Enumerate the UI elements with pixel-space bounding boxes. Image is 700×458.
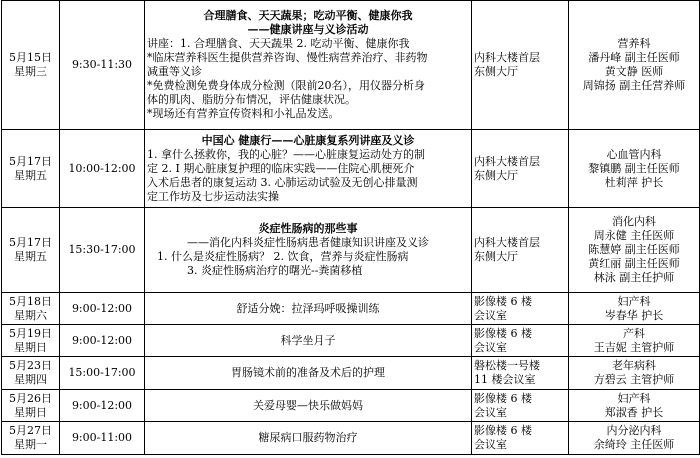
topic-title: 炎症性肠病的那些事	[258, 222, 358, 235]
date-cell	[2, 325, 60, 357]
date: 5月15日	[9, 51, 52, 64]
location-line: 影像楼 6 楼	[474, 326, 532, 340]
location-line: 会议室	[474, 340, 507, 354]
department: 妇产科	[617, 294, 651, 308]
topic-line: *免费检测免费身体成分检测（限前20名），用仪器分析身	[147, 79, 425, 92]
staff-member: 黎镇鹏 副主任医师	[588, 161, 680, 175]
location-line: 会议室	[474, 405, 507, 419]
weekday: 星期日	[14, 405, 47, 419]
date: 5月27日	[9, 424, 52, 437]
location-cell	[472, 293, 569, 325]
table-row	[2, 325, 700, 357]
staff-member: 方碧云 主管护师	[593, 373, 675, 386]
staff-member: 岑春华 护长	[604, 308, 664, 322]
date-cell	[2, 390, 60, 422]
staff-cell	[569, 130, 700, 208]
department: 心血管内科	[606, 147, 662, 161]
staff-cell	[569, 1, 700, 130]
location-cell	[472, 208, 569, 293]
staff-member: 林泳 副主任护师	[593, 271, 675, 284]
topic-cell	[145, 208, 472, 293]
date: 5月19日	[9, 326, 52, 340]
time-cell: 15:30-17:00	[60, 208, 145, 293]
staff-cell	[569, 293, 700, 325]
table-row	[2, 357, 700, 390]
topic-subtitle: ——健康讲座与义诊活动	[247, 23, 369, 36]
staff-member: 杜莉萍 护长	[604, 175, 664, 189]
staff-member: 周永健 主任医师	[593, 229, 675, 242]
table-row	[2, 1, 700, 130]
time-cell: 9:00-12:00	[60, 293, 145, 325]
department: 消化内科	[612, 215, 656, 228]
topic-cell: 胃肠镜术前的准备及术后的护理	[145, 357, 472, 390]
topic-cell: 关爱母婴—快乐做妈妈	[145, 390, 472, 422]
date-cell	[2, 130, 60, 208]
department: 营养科	[617, 37, 651, 50]
staff-member: 黄红丽 副主任医师	[588, 257, 680, 270]
date-cell	[2, 357, 60, 390]
weekday: 星期六	[14, 308, 47, 322]
location-line: 东侧大厅	[474, 250, 518, 263]
location-line: 磐松楼一号楼	[474, 359, 540, 372]
staff-cell	[569, 325, 700, 357]
table-row	[2, 208, 700, 293]
staff-member: 潘丹峰 副主任医师	[588, 51, 680, 64]
staff-member: 黄文静 医师	[604, 65, 664, 78]
location-line: 会议室	[474, 308, 507, 322]
location-line: 会议室	[474, 438, 507, 451]
location-line: 内科大楼首层	[474, 51, 540, 64]
location-cell	[472, 357, 569, 390]
location-cell	[472, 1, 569, 130]
date-cell	[2, 422, 60, 455]
department: 产科	[623, 326, 645, 340]
location-line: 影像楼 6 楼	[474, 294, 532, 308]
staff-cell	[569, 208, 700, 293]
location-line: 11 楼会议室	[474, 373, 536, 386]
staff-member: 周锦扬 副主任营养师	[582, 79, 686, 92]
topic-line: 讲座：1. 合理膳食、天天蔬果 2. 吃动平衡、健康你我	[147, 37, 410, 50]
date-cell	[2, 293, 60, 325]
time-cell: 9:00-12:00	[60, 390, 145, 422]
weekday: 星期五	[14, 250, 47, 263]
topic-cell: 糖尿病口服药物治疗	[145, 422, 472, 455]
topic-line: 1. 什么是炎症性肠病？ 2. 饮食，营养与炎症性肠病	[157, 250, 409, 263]
topic-cell	[145, 130, 472, 208]
topic-line: 1. 拿什么拯救你，我的心脏？——心脏康复运动处方的制	[147, 147, 425, 161]
weekday: 星期一	[14, 438, 47, 451]
table-row	[2, 422, 700, 455]
topic-cell: 舒适分娩：拉泽玛呼吸操训练	[145, 293, 472, 325]
date: 5月18日	[9, 294, 52, 308]
staff-member: 陈慧婷 副主任医师	[588, 243, 680, 256]
time-cell: 9:00-12:00	[60, 325, 145, 357]
location-line: 东侧大厅	[474, 168, 518, 182]
department: 妇产科	[617, 391, 651, 405]
topic-title: 合理膳食、天天蔬果；吃动平衡、健康你我	[203, 9, 413, 22]
topic-subtitle: ——消化内科炎症性肠病患者健康知识讲座及义诊	[187, 236, 429, 249]
topic-line: *现场还有营养宣传资料和小礼品发送。	[147, 107, 340, 120]
location-line: 内科大楼首层	[474, 154, 540, 168]
department: 老年病科	[612, 359, 656, 372]
table-row	[2, 390, 700, 422]
staff-member: 郑淑香 护长	[604, 405, 664, 419]
date-cell	[2, 1, 60, 130]
date: 5月17日	[9, 236, 52, 249]
location-cell	[472, 325, 569, 357]
topic-line: 3. 炎症性肠病治疗的曙光--粪菌移植	[187, 264, 363, 277]
topic-line: 入术后患者的康复运动 3. 心肺运动试验及无创心排量测	[147, 175, 418, 189]
location-line: 东侧大厅	[474, 65, 518, 78]
time-cell: 10:00-12:00	[60, 130, 145, 208]
weekday: 星期三	[14, 65, 47, 78]
date: 5月23日	[9, 359, 52, 372]
weekday: 星期四	[14, 373, 47, 386]
weekday: 星期日	[14, 340, 47, 354]
topic-cell: 科学坐月子	[145, 325, 472, 357]
department: 内分泌内科	[606, 424, 662, 437]
weekday: 星期五	[14, 168, 47, 182]
topic-line: *临床营养科医生提供营养咨询、慢性病营养治疗、非药物	[147, 51, 428, 64]
staff-member: 王吉妮 主管护师	[593, 340, 675, 354]
location-line: 影像楼 6 楼	[474, 424, 532, 437]
staff-cell	[569, 390, 700, 422]
staff-cell	[569, 357, 700, 390]
staff-cell	[569, 422, 700, 455]
schedule-table	[1, 0, 700, 455]
date: 5月17日	[9, 154, 52, 168]
time-cell: 15:00-17:00	[60, 357, 145, 390]
location-cell	[472, 390, 569, 422]
location-line: 影像楼 6 楼	[474, 391, 532, 405]
location-cell	[472, 422, 569, 455]
topic-line: 定 2. I 期心脏康复护理的临床实践——住院心肌梗死介	[147, 161, 415, 175]
time-cell: 9:00-11:00	[60, 422, 145, 455]
time-cell: 9:30-11:30	[60, 1, 145, 130]
table-row	[2, 130, 700, 208]
date-cell	[2, 208, 60, 293]
topic-line: 减重等义诊	[147, 65, 202, 78]
topic-line: 定工作坊及七步运动法实操	[147, 189, 279, 203]
topic-title: 中国心 健康行——心脏康复系列讲座及义诊	[201, 133, 415, 147]
staff-member: 余绮玲 主任医师	[593, 438, 675, 451]
location-cell	[472, 130, 569, 208]
topic-cell	[145, 1, 472, 130]
topic-line: 体的肌肉、脂肪分布情况，评估健康状况。	[147, 93, 356, 106]
table-row	[2, 293, 700, 325]
location-line: 内科大楼首层	[474, 236, 540, 249]
date: 5月26日	[9, 391, 52, 405]
